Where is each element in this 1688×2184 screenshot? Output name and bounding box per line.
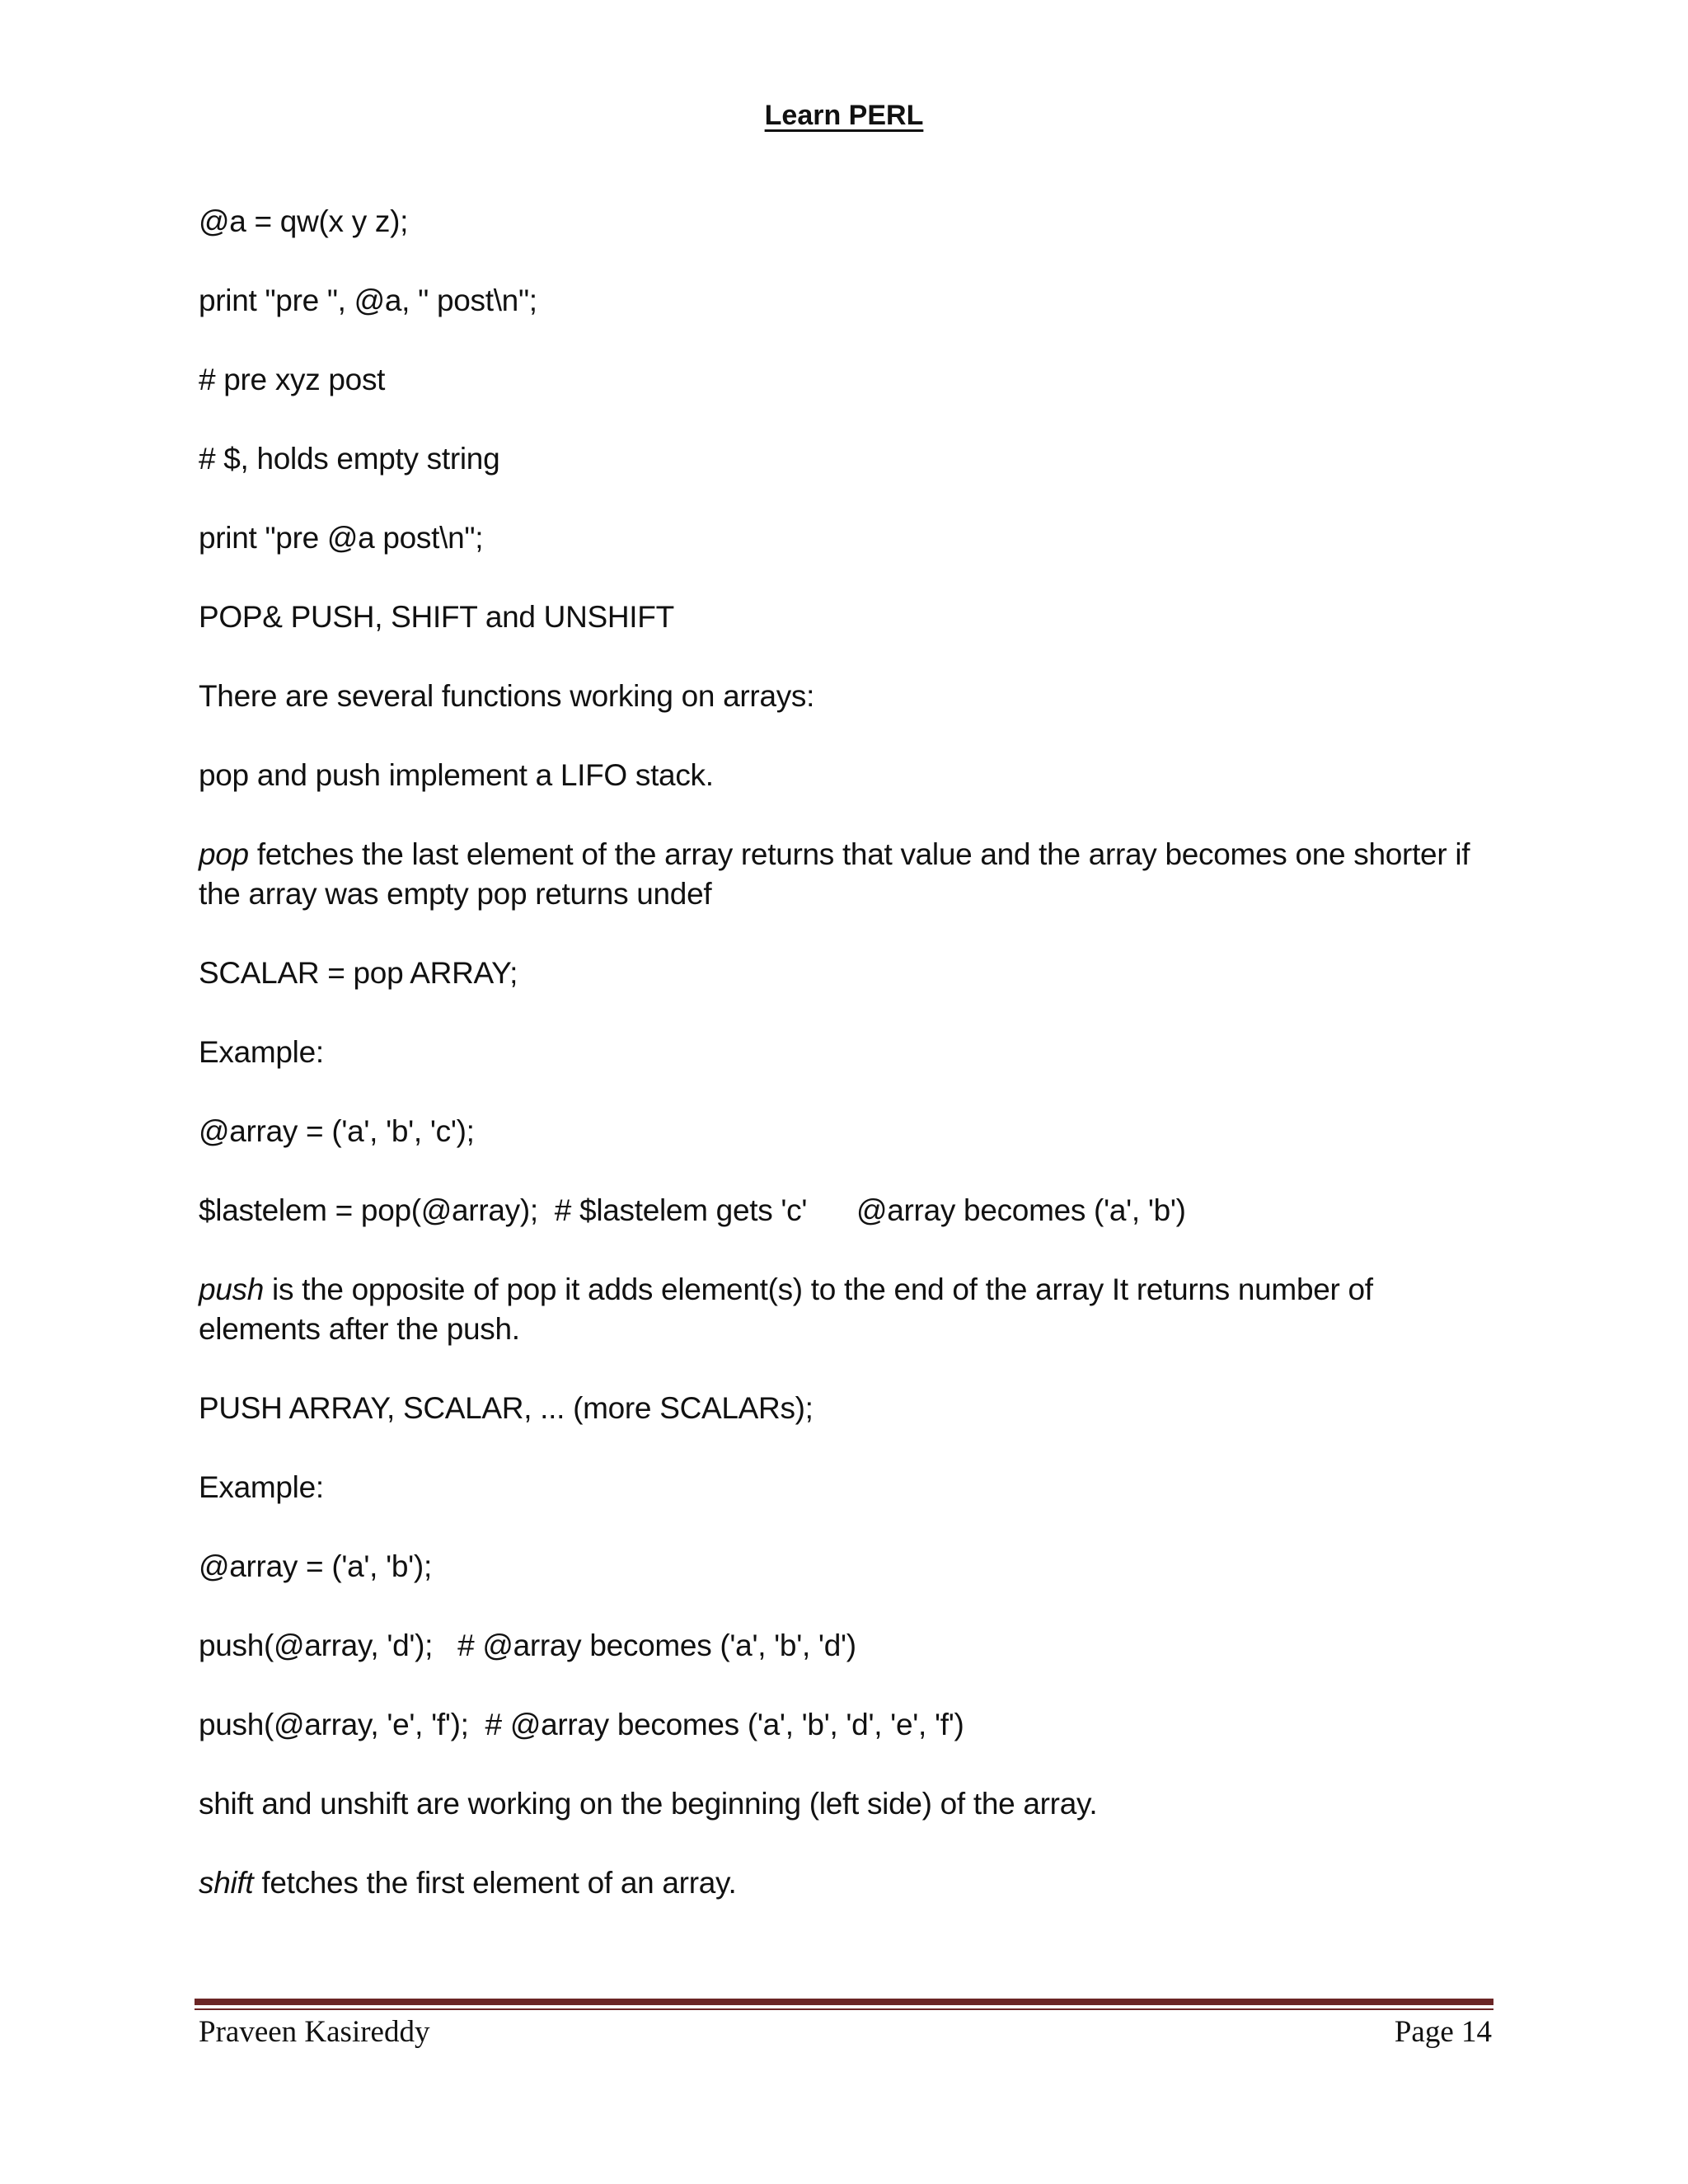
footer-rule-thin [195,2008,1493,2010]
term-push: push [199,1272,265,1306]
code-line: @a = qw(x y z); [199,204,409,238]
section-heading: POP& PUSH, SHIFT and UNSHIFT [199,600,674,634]
body-paragraph: shift and unshift are working on the beginning (left side) of the array. [199,1787,1098,1821]
paragraph-text: is the opposite of pop it adds element(s) to the end of the array It returns number of elements after the push. [199,1272,1381,1346]
code-line: push(@array, 'd'); # @array becomes ('a', 'b', 'd') [199,1629,856,1662]
example-label: Example: [199,1470,324,1504]
code-line: push(@array, 'e', 'f'); # @array becomes ('a', 'b', 'd', 'e', 'f') [199,1708,964,1741]
code-comment: # $, holds empty string [199,442,500,476]
body-paragraph: There are several functions working on arrays: [199,679,815,713]
footer-page-number: Page 14 [1394,2015,1492,2049]
body-paragraph [199,1270,1493,1349]
body-paragraph [199,1863,1493,1903]
footer-rule [195,1999,1493,2005]
document-body [199,202,1493,1943]
footer-author: Praveen Kasireddy [199,2015,430,2049]
example-label: Example: [199,1035,324,1069]
page-title: Learn PERL [764,100,924,131]
term-shift: shift [199,1866,254,1900]
code-line: print "pre ", @a, " post\n"; [199,284,537,317]
paragraph-text: fetches the last element of the array returns that value and the array becomes one shorter if the array was empty pop returns undef [199,837,1479,911]
syntax-line: SCALAR = pop ARRAY; [199,956,518,990]
code-line: $lastelem = pop(@array); # $lastelem gets 'c' @array becomes ('a', 'b') [199,1193,1186,1227]
code-line: @array = ('a', 'b', 'c'); [199,1114,475,1148]
body-paragraph [199,835,1493,914]
code-line: @array = ('a', 'b'); [199,1549,432,1583]
syntax-line: PUSH ARRAY, SCALAR, ... (more SCALARs); [199,1391,814,1425]
term-pop: pop [199,837,249,871]
code-comment: # pre xyz post [199,363,386,396]
paragraph-text: fetches the first element of an array. [253,1866,737,1900]
body-paragraph: pop and push implement a LIFO stack. [199,758,714,792]
code-line: print "pre @a post\n"; [199,521,484,555]
